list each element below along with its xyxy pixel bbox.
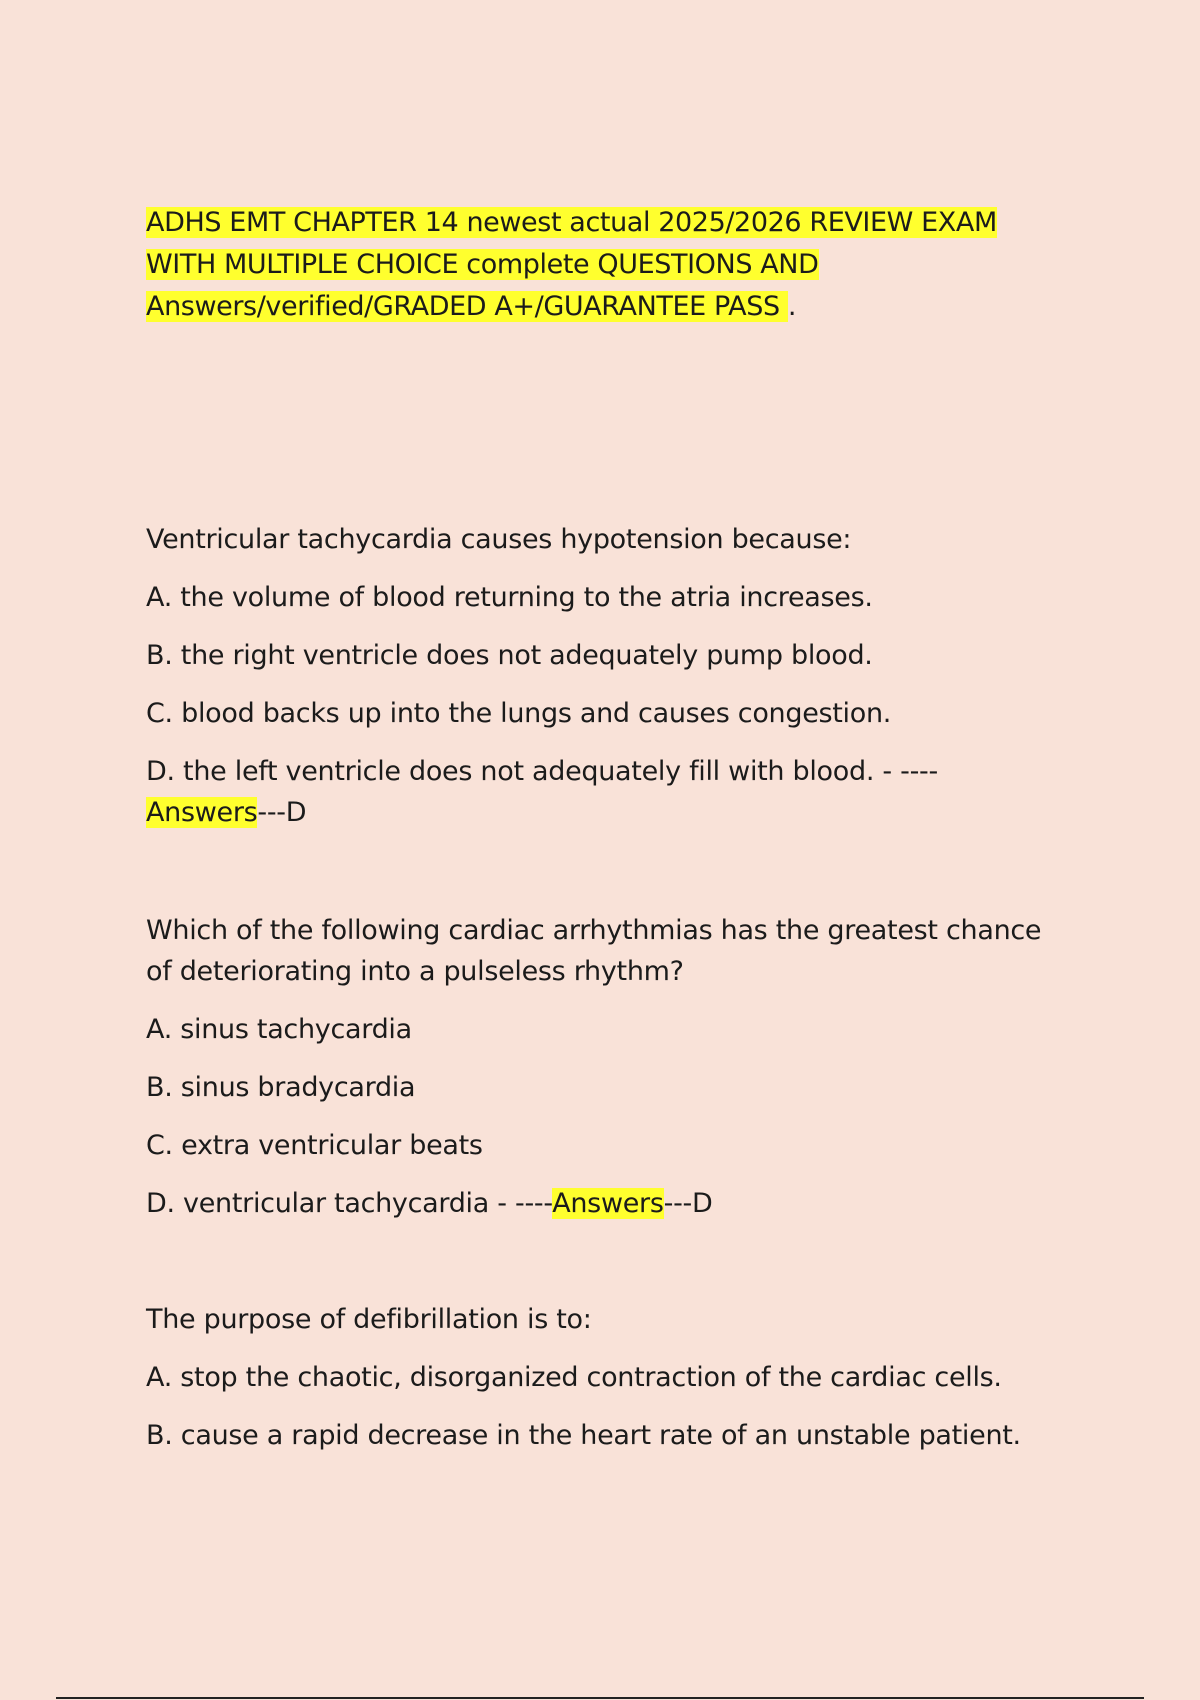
answer-label: Answers: [146, 797, 258, 828]
title-tail: .: [787, 291, 797, 322]
option-d-with-answer: [146, 1183, 1046, 1224]
option-c: C. extra ventricular beats: [146, 1130, 483, 1161]
answer-value: ---D: [257, 797, 307, 828]
option-d: D. the left ventricle does not adequately fill with blood. - ----: [146, 756, 938, 787]
option-a: A. the volume of blood returning to the atria increases.: [146, 582, 873, 613]
option-c: C. blood backs up into the lungs and causes congestion.: [146, 698, 892, 729]
option-b: B. cause a rapid decrease in the heart rate of an unstable patient.: [146, 1420, 1021, 1451]
option-d: D. ventricular tachycardia - ----: [146, 1188, 553, 1219]
option-a: A. stop the chaotic, disorganized contraction of the cardiac cells.: [146, 1362, 1002, 1393]
question-block-1: [146, 519, 1046, 833]
question-text: Which of the following cardiac arrhythmias has the greatest chance of deteriorating into a pulseless rhythm?: [146, 915, 1042, 987]
answer-value: ---D: [663, 1188, 713, 1219]
question-text: Ventricular tachycardia causes hypotension because:: [146, 524, 852, 555]
question-block-3: [146, 1299, 1046, 1456]
option-b: B. sinus bradycardia: [146, 1072, 416, 1103]
question-block-2: [146, 910, 1046, 1224]
option-b: B. the right ventricle does not adequately pump blood.: [146, 640, 873, 671]
question-text: The purpose of defibrillation is to:: [146, 1304, 592, 1335]
option-d-with-answer: [146, 751, 1046, 833]
document-title: [146, 202, 1046, 328]
answer-label: Answers: [552, 1188, 664, 1219]
title-highlight: ADHS EMT CHAPTER 14 newest actual 2025/2026 REVIEW EXAM WITH MULTIPLE CHOICE complete QUESTIONS AND Answers/verified/GRADED A+/GUARANTEE PASS: [146, 207, 997, 322]
option-a: A. sinus tachycardia: [146, 1014, 412, 1045]
page-bottom-rule: [56, 1697, 1144, 1699]
